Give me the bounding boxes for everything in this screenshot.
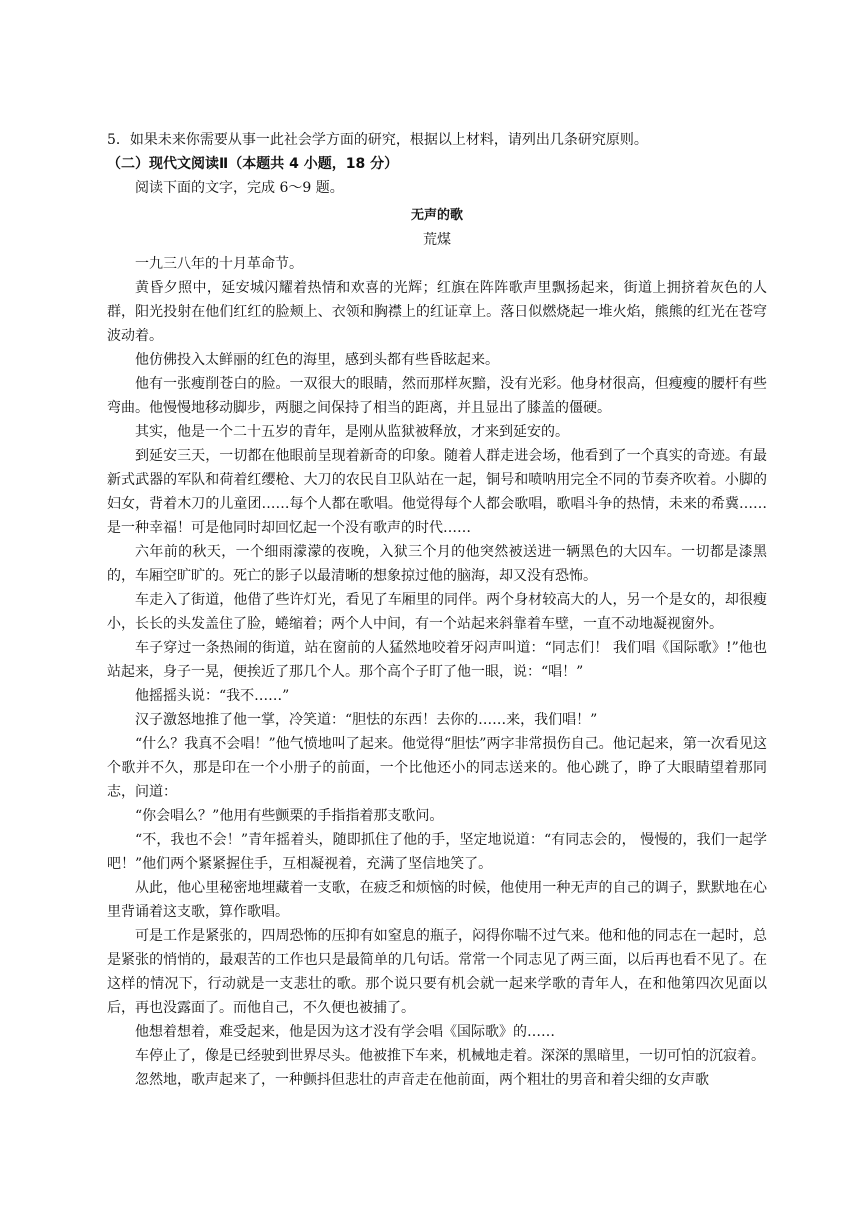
paragraph-19: 忽然地，歌声起来了，一种颤抖但悲壮的声音走在他前面，两个粗壮的男音和着尖细的女声歌 [135,1072,709,1088]
paragraph-13: “你会唱么？”他用有些颤栗的手指指着那支歌问。 [135,808,444,824]
paragraph-17: 他想着想着，难受起来，他是因为这才没有学会唱《国际歌》的…… [135,1024,555,1040]
article-author: 荒煤 [423,232,451,248]
paragraph-9: 车子穿过一条热闹的街道，站在窗前的人猛然地咬着牙闷声叫道：“同志们！ 我们唱《国际歌》!”他也站起来，身子一晃，便挨近了那几个人。那个高个子盯了他一眼，说：“唱！” [107,640,767,680]
article-title: 无声的歌 [410,208,463,223]
paragraph-14: “不，我也不会！”青年摇着头，随即抓住了他的手，坚定地说道：“有同志会的， 慢慢的，我们一起学吧！”他们两个紧紧握住手，互相凝视着，充满了坚信地笑了。 [107,832,767,872]
paragraph-15: 从此，他心里秘密地埋藏着一支歌，在疲乏和烦恼的时候，他使用一种无声的自己的调子，默默地在心里背诵着这支歌，算作歌唱。 [107,880,767,920]
paragraph-8: 车走入了街道，他借了些许灯光，看见了车厢里的同伴。两个身材较高大的人，另一个是女的，却很瘦小，长长的头发盖住了脸，蜷缩着；两个人中间，有一个站起来斜靠着车壁，一直不动地凝视窗外。 [107,592,767,632]
paragraph-11: 汉子激怒地推了他一掌，冷笑道：“胆怯的东西！去你的……来，我们唱！” [135,712,598,728]
paragraph-10: 他摇摇头说：“我不……” [135,688,290,704]
section-heading: （二）现代文阅读Ⅱ（本题共 4 小题，18 分） [107,156,399,172]
paragraph-2: 黄昏夕照中，延安城闪耀着热情和欢喜的光辉；红旗在阵阵歌声里飘扬起来，街道上拥挤着灰色的人群，阳光投射在他们红红的脸颊上、衣领和胸襟上的红证章上。落日似燃烧起一堆火焰，熊熊的红光在苍穹波动着。 [107,280,767,344]
paragraph-18: 车停止了，像是已经驶到世界尽头。他被推下车来，机械地走着。深深的黑暗里，一切可怕的沉寂着。 [135,1048,765,1064]
paragraph-6: 到延安三天，一切都在他眼前呈现着新奇的印象。随着人群走进会场，他看到了一个真实的奇迹。有最新式武器的军队和荷着红缨枪、大刀的农民自卫队站在一起，铜号和喷呐用完全不同的节奏齐吹着。小脚的妇女，背着木刀的儿童团……每个人都在歌唱。他觉得每个人都会歌唱，歌唱斗争的热情，未来的希冀……是一种幸福！可是他同时却回忆起一个没有歌声的时代…… [107,448,767,536]
paragraph-3: 他仿佛投入太鲜丽的红色的海里，感到头都有些昏眩起来。 [135,352,499,368]
question-5: 5．如果未来你需要从事一此社会学方面的研究，根据以上材料，请列出几条研究原则。 [107,132,648,148]
paragraph-16: 可是工作是紧张的，四周恐怖的压抑有如窒息的瓶子，闷得你喘不过气来。他和他的同志在一起时，总是紧张的悄悄的，最艰苦的工作也只是最简单的几句话。常常一个同志见了两三面，以后再也看不见了。在这样的情况下，行动就是一支悲壮的歌。那个说只要有机会就一起来学歌的青年人，在和他第四次见面以后，再也没露面了。而他自己，不久便也被捕了。 [107,928,767,1016]
paragraph-7: 六年前的秋天，一个细雨濛濛的夜晚，入狱三个月的他突然被送进一辆黑色的大囚车。一切都是漆黑的，车厢空旷旷的。死亡的影子以最清晰的想象掠过他的脑海，却又没有恐怖。 [107,544,767,584]
paragraph-5: 其实，他是一个二十五岁的青年，是刚从监狱被释放，才来到延安的。 [135,424,569,440]
page-content [107,128,767,1092]
paragraph-12: “什么？我真不会唱！”他气愤地叫了起来。他觉得“胆怯”两字非常损伤自己。他记起来，第一次看见这个歌并不久，那是印在一个小册子的前面，一个比他还小的同志送来的。他心跳了，睁了大眼睛望着那同志，问道： [107,736,767,800]
paragraph-1: 一九三八年的十月革命节。 [135,256,303,272]
paragraph-4: 他有一张瘦削苍白的脸。一双很大的眼睛，然而那样灰黯，没有光彩。他身材很高，但瘦瘦的腰杆有些弯曲。他慢慢地移动脚步，两腿之间保持了相当的距离，并且显出了膝盖的僵硬。 [107,376,767,416]
reading-instruction: 阅读下面的文字，完成 6～9 题。 [135,180,344,196]
